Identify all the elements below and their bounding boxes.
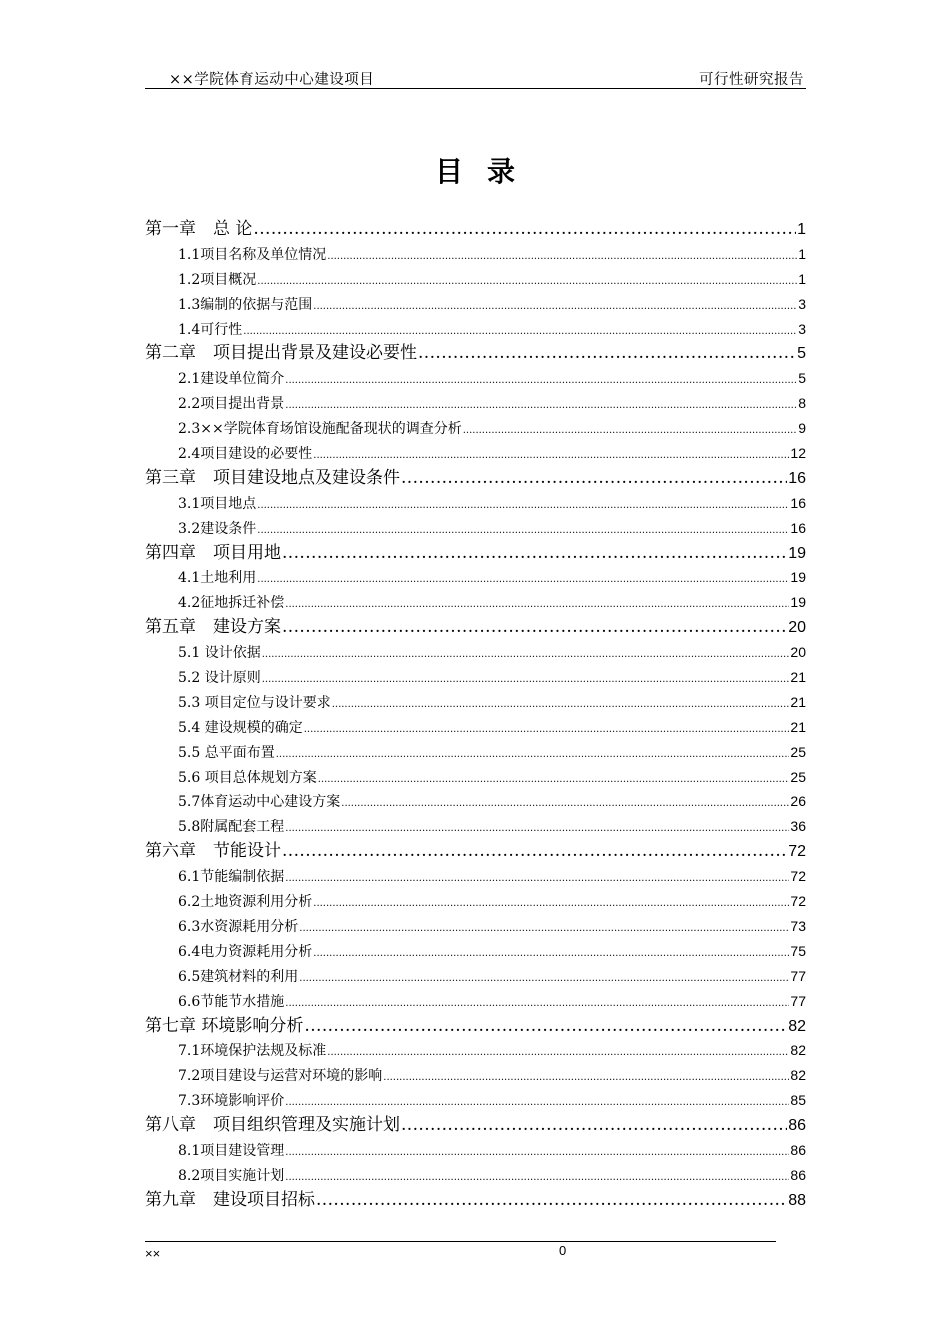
toc-section-entry[interactable] bbox=[145, 789, 806, 814]
toc-section-entry[interactable] bbox=[145, 640, 806, 665]
toc-chapter-entry[interactable] bbox=[145, 217, 806, 242]
toc-section-entry[interactable] bbox=[145, 267, 806, 292]
toc-entry-page: 9 bbox=[798, 420, 806, 437]
toc-entry-page: 21 bbox=[790, 718, 806, 735]
toc-entry-page: 72 bbox=[788, 843, 806, 861]
toc-entry-title: 6.1节能编制依据 bbox=[178, 869, 285, 886]
toc-entry-title: 第八章 项目组织管理及实施计划 bbox=[145, 1115, 400, 1136]
toc-entry-page: 20 bbox=[788, 619, 806, 637]
toc-entry-page: 21 bbox=[790, 693, 806, 710]
toc-leader-dots bbox=[341, 792, 789, 817]
toc-entry-title: 5.2 设计原则 bbox=[178, 670, 261, 687]
toc-entry-title: 6.6节能节水措施 bbox=[178, 993, 285, 1010]
toc-section-entry[interactable] bbox=[145, 317, 806, 342]
toc-section-entry[interactable] bbox=[145, 914, 806, 939]
footer-page-number: 0 bbox=[559, 1243, 567, 1258]
toc-entry-page: 8 bbox=[798, 395, 806, 412]
toc-entry-page: 26 bbox=[790, 793, 806, 810]
toc-entry-page: 25 bbox=[790, 768, 806, 785]
toc-leader-dots bbox=[299, 967, 789, 992]
toc-leader-dots bbox=[463, 419, 797, 444]
toc-entry-title: 7.3环境影响评价 bbox=[178, 1093, 285, 1110]
toc-leader-dots bbox=[253, 217, 796, 242]
toc-entry-page: 21 bbox=[790, 669, 806, 686]
toc-entry-page: 36 bbox=[790, 818, 806, 835]
toc-entry-page: 1 bbox=[798, 245, 806, 262]
toc-section-entry[interactable] bbox=[145, 565, 806, 590]
toc-entry-page: 82 bbox=[788, 1017, 806, 1035]
toc-leader-dots bbox=[276, 743, 790, 768]
toc-entry-title: 4.1土地利用 bbox=[178, 570, 257, 587]
toc-leader-dots bbox=[327, 1041, 789, 1066]
toc-entry-page: 16 bbox=[788, 469, 806, 487]
toc-entry-title: 6.4电力资源耗用分析 bbox=[178, 943, 313, 960]
toc-entry-page: 20 bbox=[790, 644, 806, 661]
toc-entry-title: 2.1建设单位简介 bbox=[178, 371, 285, 388]
toc-leader-dots bbox=[304, 718, 790, 743]
toc-entry-page: 19 bbox=[790, 594, 806, 611]
toc-section-entry[interactable] bbox=[145, 366, 806, 391]
toc-leader-dots bbox=[316, 1188, 787, 1213]
toc-section-entry[interactable] bbox=[145, 715, 806, 740]
toc-entry-title: 6.3水资源耗用分析 bbox=[178, 918, 299, 935]
toc-entry-title: 2.3××学院体育场馆设施配备现状的调查分析 bbox=[178, 421, 462, 438]
toc-section-entry[interactable] bbox=[145, 590, 806, 615]
toc-section-entry[interactable] bbox=[145, 391, 806, 416]
toc-entry-title: 5.1 设计依据 bbox=[178, 645, 261, 662]
toc-section-entry[interactable] bbox=[145, 964, 806, 989]
toc-entry-page: 12 bbox=[790, 445, 806, 462]
toc-entry-title: 6.2土地资源利用分析 bbox=[178, 894, 313, 911]
toc-entry-title: 1.1项目名称及单位情况 bbox=[178, 246, 327, 263]
toc-entry-title: 第九章 建设项目招标 bbox=[145, 1189, 315, 1210]
toc-entry-page: 1 bbox=[797, 221, 806, 238]
toc-entry-title: 第二章 项目提出背景及建设必要性 bbox=[145, 343, 417, 364]
toc-leader-dots bbox=[257, 568, 789, 593]
toc-entry-title: 5.7体育运动中心建设方案 bbox=[178, 794, 341, 811]
toc-leader-dots bbox=[383, 1066, 789, 1091]
toc-chapter-entry[interactable] bbox=[145, 341, 806, 366]
toc-entry-title: 1.4可行性 bbox=[178, 321, 243, 338]
toc-section-entry[interactable] bbox=[145, 889, 806, 914]
toc-entry-title: 7.2项目建设与运营对环境的影响 bbox=[178, 1068, 383, 1085]
toc-entry-page: 1 bbox=[798, 270, 806, 287]
toc-entry-page: 85 bbox=[790, 1092, 806, 1109]
toc-leader-dots bbox=[299, 917, 789, 942]
toc-leader-dots bbox=[332, 693, 790, 718]
toc-section-entry[interactable] bbox=[145, 416, 806, 441]
toc-entry-title: 5.6 项目总体规划方案 bbox=[178, 769, 317, 786]
toc-section-entry[interactable] bbox=[145, 814, 806, 839]
toc-chapter-entry[interactable] bbox=[145, 839, 806, 864]
toc-entry-title: 第五章 建设方案 bbox=[145, 617, 281, 638]
toc-entry-page: 72 bbox=[790, 893, 806, 910]
toc-entry-title: 第七章 环境影响分析 bbox=[145, 1015, 304, 1036]
toc-entry-title: 3.2建设条件 bbox=[178, 520, 257, 537]
toc-leader-dots bbox=[401, 1113, 787, 1138]
toc-section-entry[interactable] bbox=[145, 665, 806, 690]
toc-leader-dots bbox=[285, 394, 797, 419]
toc-section-entry[interactable] bbox=[145, 939, 806, 964]
toc-entry-title: 1.2项目概况 bbox=[178, 271, 257, 288]
toc-entry-page: 19 bbox=[790, 569, 806, 586]
toc-leader-dots bbox=[318, 768, 790, 793]
toc-entry-title: 第三章 项目建设地点及建设条件 bbox=[145, 467, 400, 488]
toc-entry-page: 77 bbox=[790, 992, 806, 1009]
footer-text: ×× bbox=[145, 1246, 161, 1261]
toc-entry-page: 75 bbox=[790, 942, 806, 959]
toc-section-entry[interactable] bbox=[145, 516, 806, 541]
toc-section-entry[interactable] bbox=[145, 292, 806, 317]
toc-entry-page: 3 bbox=[798, 320, 806, 337]
toc-leader-dots bbox=[313, 892, 789, 917]
toc-leader-dots bbox=[327, 245, 797, 270]
toc-entry-title: 5.4 建设规模的确定 bbox=[178, 719, 303, 736]
toc-entry-page: 73 bbox=[790, 917, 806, 934]
footer-rule bbox=[145, 1241, 776, 1242]
toc-entry-title: 5.5 总平面布置 bbox=[178, 744, 275, 761]
toc-leader-dots bbox=[282, 839, 787, 864]
toc-leader-dots bbox=[401, 466, 787, 491]
toc-entry-title: 4.2征地拆迁补偿 bbox=[178, 595, 285, 612]
toc-entry-title: 6.5建筑材料的利用 bbox=[178, 968, 299, 985]
toc-entry-title: 第四章 项目用地 bbox=[145, 542, 281, 563]
toc-chapter-entry[interactable] bbox=[145, 1113, 806, 1138]
toc-entry-title: 第六章 节能设计 bbox=[145, 841, 281, 862]
toc-section-entry[interactable] bbox=[145, 1138, 806, 1163]
toc-entry-title: 第一章 总 论 bbox=[145, 219, 253, 239]
toc-chapter-entry[interactable] bbox=[145, 615, 806, 640]
table-of-contents bbox=[145, 217, 806, 1213]
toc-section-entry[interactable] bbox=[145, 765, 806, 790]
toc-entry-page: 72 bbox=[790, 868, 806, 885]
toc-section-entry[interactable] bbox=[145, 1088, 806, 1113]
toc-entry-title: 8.2项目实施计划 bbox=[178, 1167, 285, 1184]
toc-section-entry[interactable] bbox=[145, 441, 806, 466]
header-project-title: ××学院体育运动中心建设项目 bbox=[169, 72, 375, 88]
toc-leader-dots bbox=[285, 867, 789, 892]
toc-section-entry[interactable] bbox=[145, 1063, 806, 1088]
toc-section-entry[interactable] bbox=[145, 740, 806, 765]
toc-entry-page: 5 bbox=[798, 370, 806, 387]
toc-section-entry[interactable] bbox=[145, 690, 806, 715]
toc-section-entry[interactable] bbox=[145, 491, 806, 516]
toc-entry-title: 5.8附属配套工程 bbox=[178, 819, 285, 836]
toc-entry-page: 86 bbox=[788, 1117, 806, 1135]
toc-entry-title: 5.3 项目定位与设计要求 bbox=[178, 694, 331, 711]
toc-chapter-entry[interactable] bbox=[145, 541, 806, 566]
toc-entry-title: 8.1项目建设管理 bbox=[178, 1142, 285, 1159]
toc-entry-title: 1.3编制的依据与范围 bbox=[178, 296, 313, 313]
toc-leader-dots bbox=[304, 1014, 787, 1039]
toc-entry-title: 7.1环境保护法规及标准 bbox=[178, 1043, 327, 1060]
toc-leader-dots bbox=[418, 341, 796, 366]
toc-section-entry[interactable] bbox=[145, 989, 806, 1014]
toc-entry-title: 2.4项目建设的必要性 bbox=[178, 446, 313, 463]
header-report-type: 可行性研究报告 bbox=[699, 72, 804, 88]
page-header bbox=[145, 66, 806, 89]
toc-entry-page: 82 bbox=[790, 1042, 806, 1059]
toc-entry-page: 88 bbox=[788, 1191, 806, 1209]
toc-entry-page: 77 bbox=[790, 967, 806, 984]
toc-chapter-entry[interactable] bbox=[145, 1014, 806, 1039]
toc-section-entry[interactable] bbox=[145, 1038, 806, 1063]
toc-entry-page: 16 bbox=[790, 519, 806, 536]
toc-leader-dots bbox=[313, 942, 789, 967]
toc-entry-page: 16 bbox=[790, 494, 806, 511]
toc-section-entry[interactable] bbox=[145, 1163, 806, 1188]
toc-leader-dots bbox=[257, 494, 789, 519]
toc-entry-page: 82 bbox=[790, 1067, 806, 1084]
toc-entry-title: 3.1项目地点 bbox=[178, 495, 257, 512]
toc-entry-title: 2.2项目提出背景 bbox=[178, 396, 285, 413]
toc-leader-dots bbox=[262, 643, 790, 668]
toc-leader-dots bbox=[313, 295, 797, 320]
toc-chapter-entry[interactable] bbox=[145, 466, 806, 491]
toc-entry-page: 25 bbox=[790, 743, 806, 760]
toc-title: 目录 bbox=[434, 155, 539, 188]
toc-entry-page: 86 bbox=[790, 1141, 806, 1158]
toc-section-entry[interactable] bbox=[145, 242, 806, 267]
toc-leader-dots bbox=[257, 270, 797, 295]
toc-leader-dots bbox=[262, 668, 790, 693]
toc-section-entry[interactable] bbox=[145, 864, 806, 889]
toc-entry-page: 19 bbox=[788, 544, 806, 562]
toc-leader-dots bbox=[282, 615, 787, 640]
toc-entry-page: 86 bbox=[790, 1166, 806, 1183]
toc-chapter-entry[interactable] bbox=[145, 1188, 806, 1213]
toc-entry-page: 3 bbox=[798, 295, 806, 312]
toc-entry-page: 5 bbox=[797, 345, 806, 363]
toc-leader-dots bbox=[285, 369, 797, 394]
toc-leader-dots bbox=[282, 541, 787, 566]
toc-leader-dots bbox=[285, 1141, 789, 1166]
